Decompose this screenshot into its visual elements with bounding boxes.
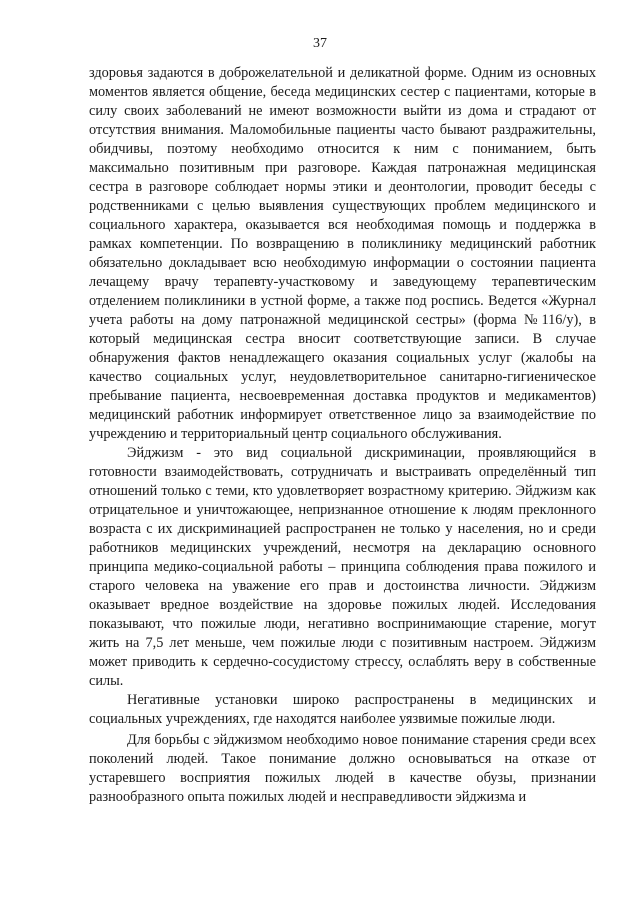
- page-number: 37: [313, 36, 327, 51]
- paragraph-negative-attitudes: Негативные установки широко распространены в медицинских и социальных учреждениях, где находятся наиболее уязвимые пожилые люди.: [89, 692, 596, 727]
- body-text: [89, 64, 596, 807]
- paragraph-patronage-nurse: здоровья задаются в доброжелательной и деликатной форме. Одним из основных моментов является общение, беседа медицинских сестер с пациентами, которые в силу своих заболеваний не имеют возможности выйти из дома и страдают от отсутствия внимания. Маломобильные пациенты часто бывают раздражительны, обидчивы, поэтому необходимо относится к ним с пониманием, быть максимально позитивным при разговоре. Каждая патронажная медицинская сестра в разговоре соблюдает нормы этики и деонтологии, проводит беседы с родственниками с целью выявления существующих проблем медицинского и социального характера, оказывается вся необходимая помощь и поддержка в рамках компетенции. По возвращению в поликлинику медицинский работник обязательно докладывает всю необходимую информации о состоянии пациента лечащему врачу терапевту-участковому и заведующему терапевтическим отделением поликлиники в устной форме, а также под роспись. Ведется «Журнал учета работы на дому патронажной медицинской сестры» (форма №116/у), в который медицинская сестра вносит соответствующие записи. В случае обнаружения фактов ненадлежащего оказания социальных услуг (жалобы на качество социальных услуг, неудовлетворительное санитарно-гигиеническое пребывание пациента, несвоевременная доставка продуктов и медикаментов) медицинский работник информирует ответственное лицо за взаимодействие по учреждению и территориальный центр социального обслуживания.: [89, 65, 596, 442]
- paragraph-fighting-ageism: Для борьбы с эйджизмом необходимо новое понимание старения среди всех поколений людей. Такое понимание должно основываться на отказе от устаревшего восприятия пожилых людей в качестве обузы, признании разнообразного опыта пожилых людей и несправедливости эйджизма и: [89, 732, 596, 805]
- paragraph-ageism-definition: Эйджизм - это вид социальной дискриминации, проявляющийся в готовности взаимодействовать, сотрудничать и выстраивать определённый тип отношений только с теми, кто удовлетворяет возрастному критерию. Эйджизм как отрицательное и уничтожающее, непризнанное отношение к людям преклонного возраста с их дискриминацией распространен не только у населения, но и среди работников медицинских учреждений, несмотря на декларацию основного принципа медико-социальной работы – принципа соблюдения права пожилого и старого человека на уважение его прав и достоинства личности. Эйджизм оказывает вредное воздействие на здоровье пожилых людей. Исследования показывают, что пожилые люди, негативно воспринимающие старение, могут жить на 7,5 лет меньше, чем пожилые люди с позитивным настроем. Эйджизм может приводить к сердечно-сосудистому стрессу, ослаблять веру в собственные силы.: [89, 445, 596, 689]
